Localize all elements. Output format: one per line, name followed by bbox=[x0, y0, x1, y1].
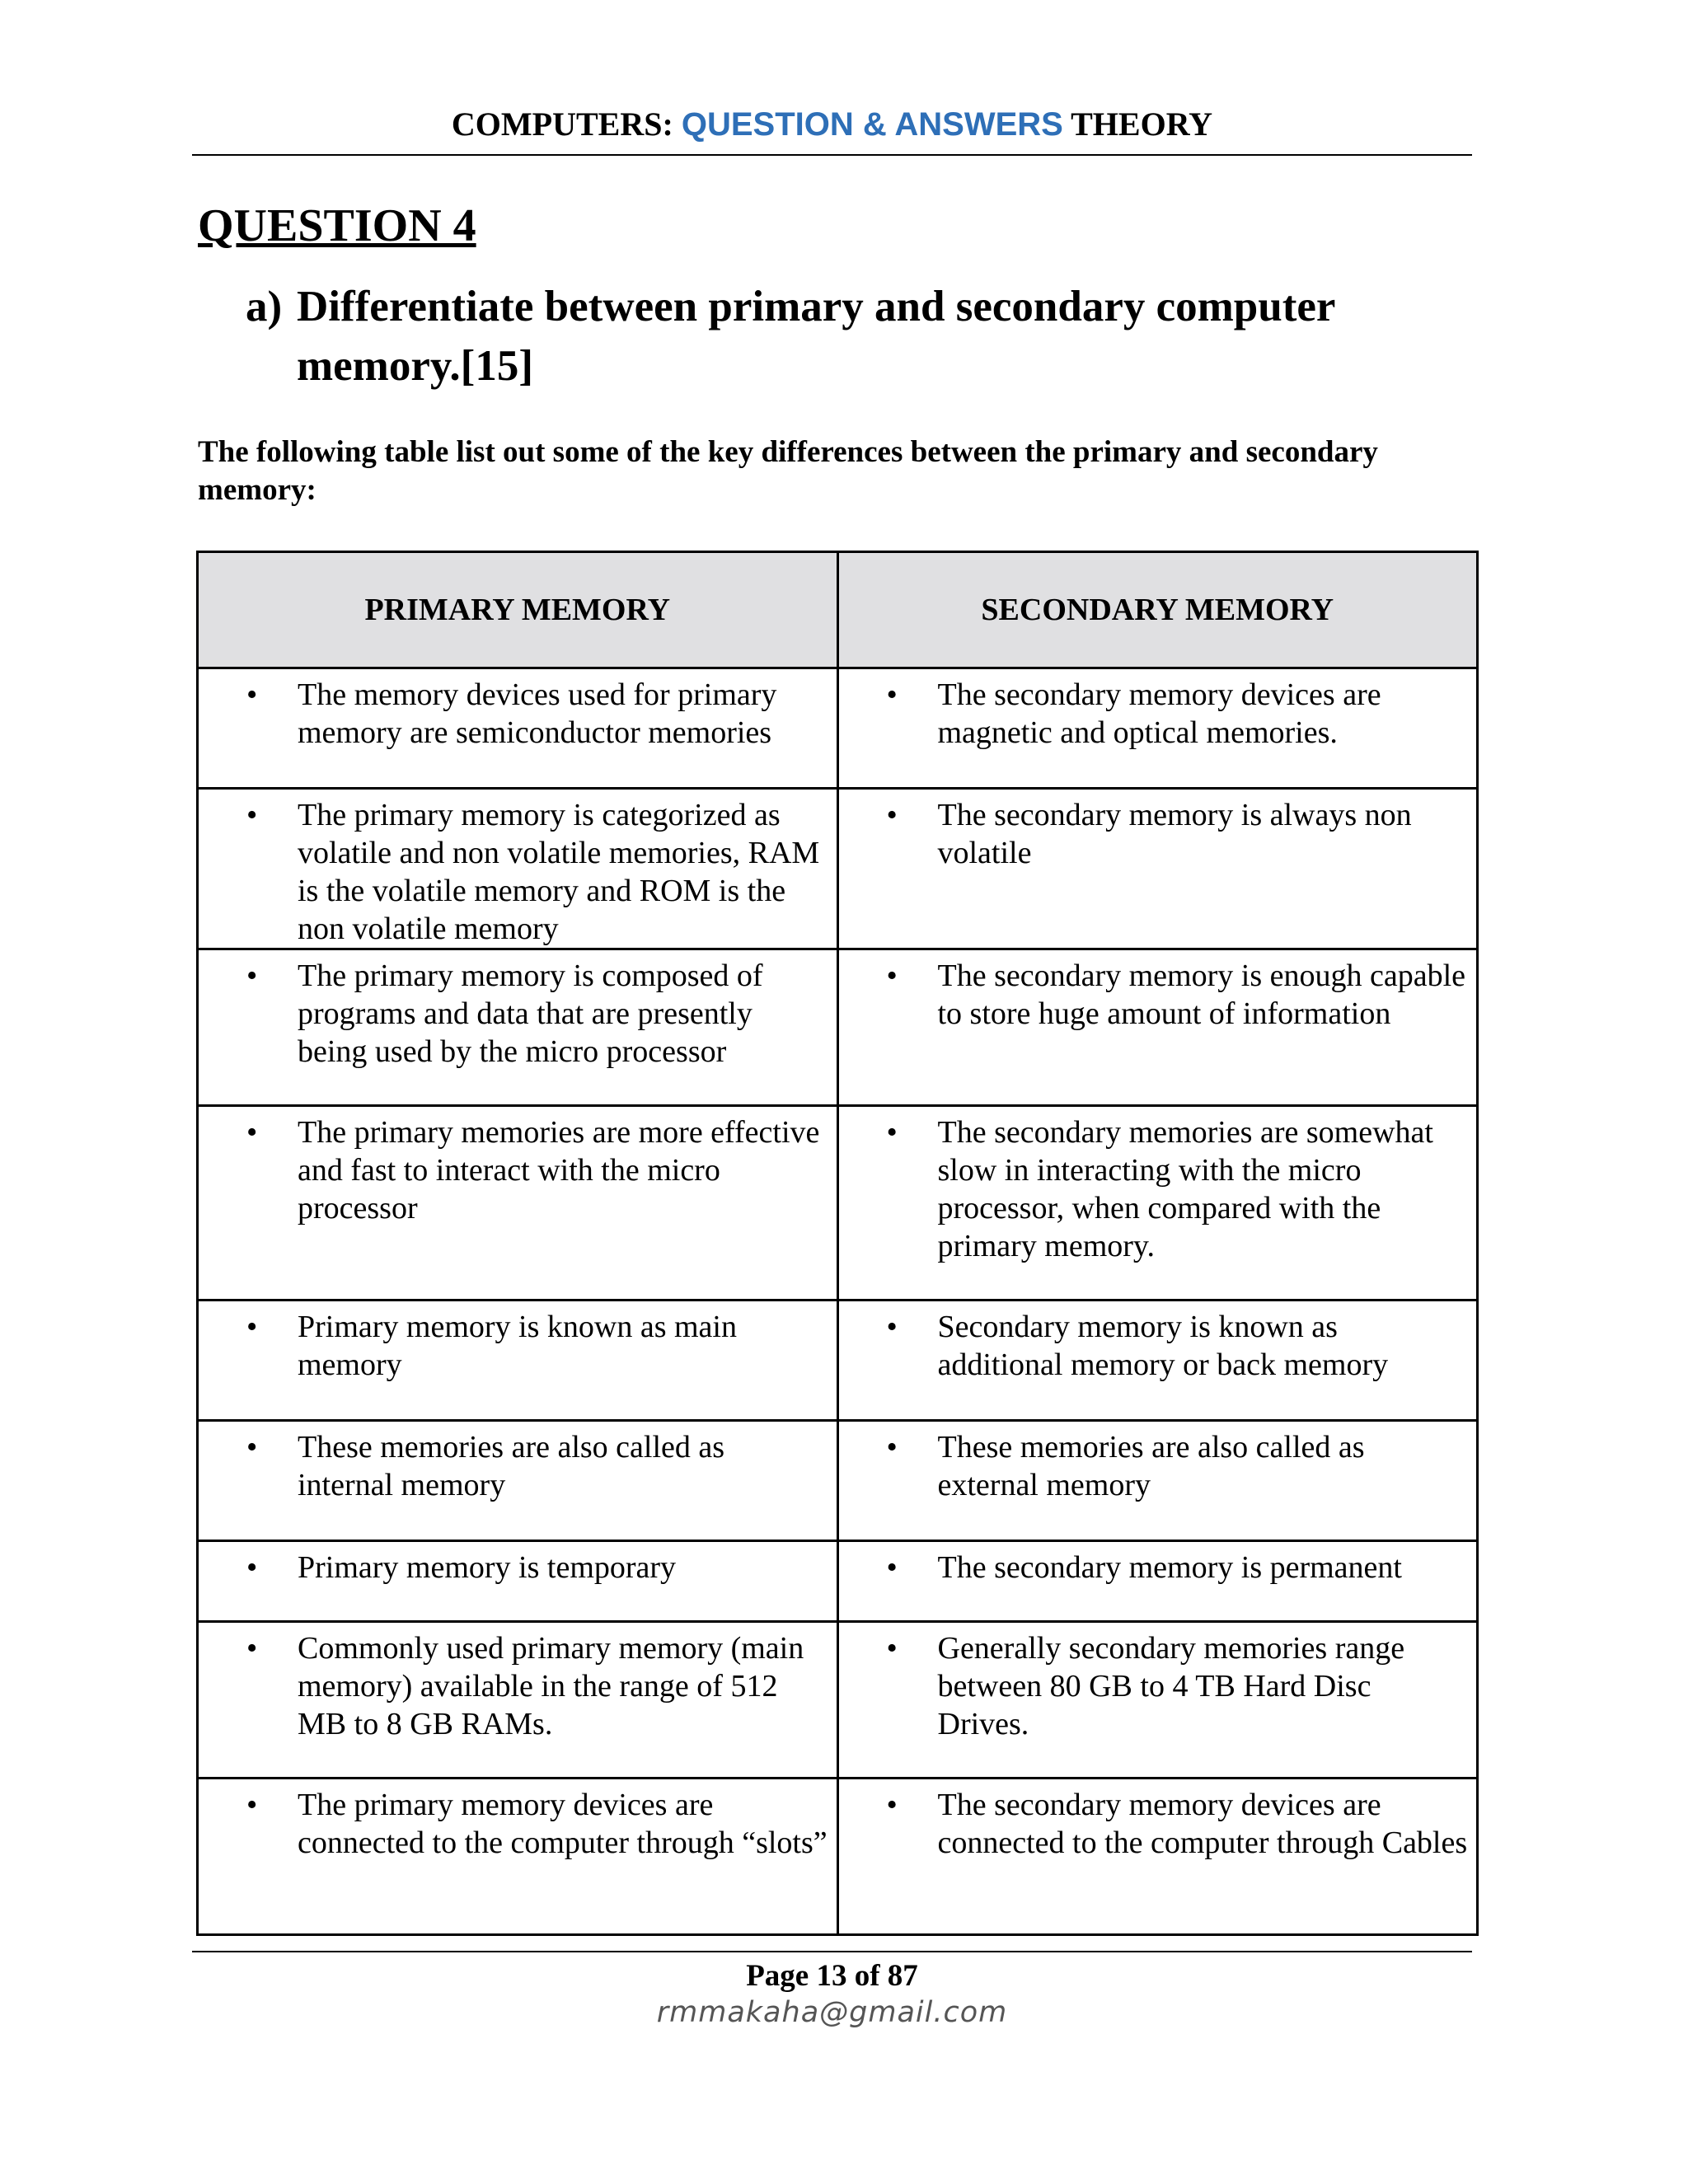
table-row bbox=[198, 1622, 1478, 1779]
primary-text: Primary memory is known as main memory bbox=[298, 1310, 737, 1382]
intro-paragraph: The following table list out some of the key differences between the primary and secondary memory: bbox=[198, 435, 1378, 507]
secondary-cell bbox=[837, 668, 1478, 789]
secondary-text: The secondary memory is always non volatile bbox=[937, 798, 1412, 870]
secondary-text: The secondary memory is permanent bbox=[937, 1550, 1402, 1585]
primary-cell bbox=[198, 1541, 838, 1622]
question-title: QUESTION 4 bbox=[198, 200, 476, 251]
table-row bbox=[198, 1106, 1478, 1301]
primary-cell bbox=[198, 1106, 838, 1301]
secondary-text: Generally secondary memories range between 80 GB to 4 TB Hard Disc Drives. bbox=[937, 1631, 1405, 1741]
bullet-icon: • bbox=[886, 798, 898, 832]
column-header-secondary: SECONDARY MEMORY bbox=[837, 552, 1478, 668]
table-row bbox=[198, 1301, 1478, 1421]
primary-text: The memory devices used for primary memory are semiconductor memories bbox=[298, 677, 777, 750]
bullet-icon: • bbox=[886, 1115, 898, 1150]
header-divider bbox=[192, 154, 1472, 156]
header-prefix: COMPUTERS bbox=[451, 105, 663, 143]
secondary-text: These memories are also called as external memory bbox=[937, 1430, 1365, 1502]
table-row bbox=[198, 1421, 1478, 1541]
bullet-icon: • bbox=[246, 1115, 258, 1150]
primary-text: The primary memory is categorized as volatile and non volatile memories, RAM is the volatile memory and ROM is the non volatile memory bbox=[298, 798, 820, 946]
header-suffix: THEORY bbox=[1062, 105, 1213, 143]
bullet-icon: • bbox=[246, 1631, 258, 1666]
secondary-cell bbox=[837, 1779, 1478, 1935]
secondary-cell bbox=[837, 789, 1478, 949]
secondary-cell bbox=[837, 949, 1478, 1106]
secondary-text: Secondary memory is known as additional memory or back memory bbox=[937, 1310, 1389, 1382]
secondary-text: The secondary memory devices are magnetic and optical memories. bbox=[937, 677, 1381, 750]
memory-comparison-table bbox=[196, 551, 1479, 1936]
bullet-icon: • bbox=[246, 677, 258, 712]
bullet-icon: • bbox=[886, 958, 898, 993]
bullet-icon: • bbox=[246, 1550, 258, 1585]
table-row bbox=[198, 789, 1478, 949]
secondary-text: The secondary memory is enough capable to store huge amount of information bbox=[937, 958, 1465, 1031]
table-row bbox=[198, 1541, 1478, 1622]
table-header-row bbox=[198, 552, 1478, 668]
table-row bbox=[198, 668, 1478, 789]
secondary-cell bbox=[837, 1301, 1478, 1421]
bullet-icon: • bbox=[886, 1788, 898, 1822]
sub-question-text: Differentiate between primary and secondary computer memory.[15] bbox=[297, 283, 1335, 390]
primary-cell bbox=[198, 1622, 838, 1779]
sub-question bbox=[246, 277, 1432, 396]
primary-text: Commonly used primary memory (main memory) available in the range of 512 MB to 8 GB RAMs. bbox=[298, 1631, 804, 1741]
primary-cell bbox=[198, 949, 838, 1106]
bullet-icon: • bbox=[886, 1550, 898, 1585]
footer-divider bbox=[192, 1951, 1472, 1952]
page-number: Page 13 of 87 bbox=[746, 1959, 918, 1993]
secondary-cell bbox=[837, 1541, 1478, 1622]
column-header-primary: PRIMARY MEMORY bbox=[198, 552, 838, 668]
primary-text: These memories are also called as internal memory bbox=[298, 1430, 725, 1502]
header-accent: QUESTION & ANSWERS bbox=[681, 106, 1063, 143]
primary-text: The primary memories are more effective and fast to interact with the micro processor bbox=[298, 1115, 820, 1226]
bullet-icon: • bbox=[246, 958, 258, 993]
table-row bbox=[198, 949, 1478, 1106]
primary-text: The primary memory is composed of programs and data that are presently being used by the micro processor bbox=[298, 958, 763, 1069]
primary-text: Primary memory is temporary bbox=[298, 1550, 677, 1585]
header-colon: : bbox=[662, 105, 682, 143]
bullet-icon: • bbox=[246, 1310, 258, 1344]
primary-cell bbox=[198, 1301, 838, 1421]
author-email: rmmakaha@gmail.com bbox=[656, 1996, 1008, 2029]
secondary-cell bbox=[837, 1622, 1478, 1779]
sub-question-marker: a) bbox=[246, 283, 283, 330]
bullet-icon: • bbox=[246, 1430, 258, 1465]
bullet-icon: • bbox=[246, 798, 258, 832]
bullet-icon: • bbox=[246, 1788, 258, 1822]
primary-text: The primary memory devices are connected to the computer through “slots” bbox=[298, 1788, 828, 1860]
secondary-text: The secondary memory devices are connected to the computer through Cables bbox=[937, 1788, 1468, 1860]
primary-cell bbox=[198, 668, 838, 789]
table-row bbox=[198, 1779, 1478, 1935]
secondary-cell bbox=[837, 1421, 1478, 1541]
bullet-icon: • bbox=[886, 1310, 898, 1344]
running-header bbox=[192, 101, 1472, 148]
bullet-icon: • bbox=[886, 1631, 898, 1666]
secondary-text: The secondary memories are somewhat slow in interacting with the micro processor, when compared with the primary memory. bbox=[937, 1115, 1433, 1263]
bullet-icon: • bbox=[886, 677, 898, 712]
primary-cell bbox=[198, 789, 838, 949]
bullet-icon: • bbox=[886, 1430, 898, 1465]
primary-cell bbox=[198, 1421, 838, 1541]
primary-cell bbox=[198, 1779, 838, 1935]
secondary-cell bbox=[837, 1106, 1478, 1301]
